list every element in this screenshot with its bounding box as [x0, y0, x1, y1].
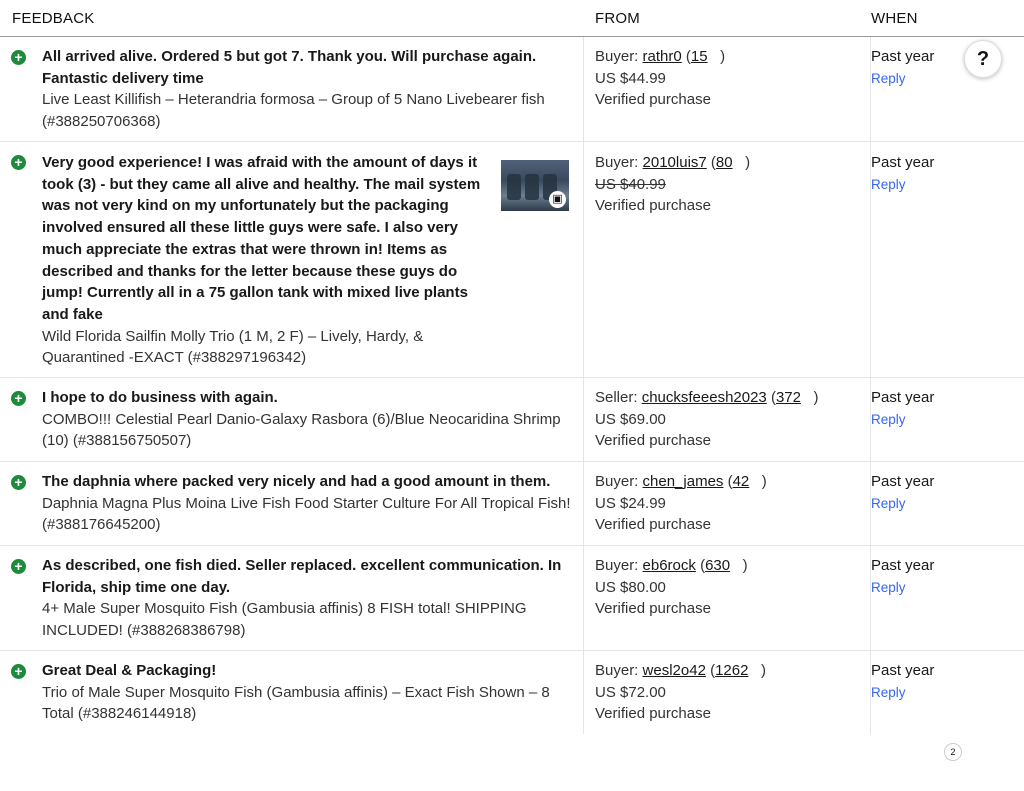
positive-rating-icon: +: [11, 155, 26, 170]
price: US $69.00: [595, 410, 666, 428]
feedback-row: [0, 378, 1024, 462]
help-button[interactable]: ?: [964, 40, 1002, 78]
from-cell: Seller: chucksfeeesh2023 (372 ) US $69.00 Verified purchase: [595, 387, 818, 452]
feedback-cell: [42, 471, 577, 536]
user-role: Buyer:: [595, 473, 643, 490]
column-header-from: FROM: [595, 10, 640, 27]
from-cell: Buyer: 2010luis7 (80 ) US $40.99 Verified purchase: [595, 152, 750, 217]
username-link[interactable]: chen_james: [642, 473, 724, 490]
when-cell: [871, 46, 934, 89]
verified-purchase-label: Verified purchase: [595, 432, 711, 450]
when-cell: [871, 387, 934, 430]
from-cell: Buyer: wesl2o42 (1262 ) US $72.00 Verified purchase: [595, 660, 766, 725]
feedback-score-link[interactable]: 630: [705, 557, 731, 574]
feedback-row: [0, 462, 1024, 546]
feedback-cell: [42, 387, 572, 452]
username-link[interactable]: eb6rock: [642, 557, 696, 574]
feedback-date: Past year: [871, 389, 935, 406]
from-cell: Buyer: eb6rock (630 ) US $80.00 Verified purchase: [595, 555, 748, 620]
price: US $24.99: [595, 494, 666, 512]
feedback-comment: Great Deal & Packaging!: [42, 662, 217, 679]
feedback-comment: Very good experience! I was afraid with the amount of days it took (3) - but they came all alive and healthy. The mail system was not very kind on my unfortunately but the packaging involved ensured all these little guys were safe. I also very much appreciate the extras that were thrown in! Items as described and thanks for the letter because these guys do jump! Currently all in a 75 gallon tank with mixed live plants and fake: [42, 154, 481, 323]
feedback-date: Past year: [871, 473, 935, 490]
user-role: Buyer:: [595, 48, 643, 65]
feedback-score-link[interactable]: 80: [715, 154, 733, 171]
column-divider: [583, 37, 584, 141]
feedback-row: [0, 651, 1024, 734]
item-title: 4+ Male Super Mosquito Fish (Gambusia affinis) 8 FISH total! SHIPPING INCLUDED! (#388268386798): [42, 600, 527, 640]
feedback-cell: [42, 46, 562, 133]
username-link[interactable]: rathr0: [642, 48, 682, 65]
feedback-date: Past year: [871, 662, 935, 679]
positive-rating-icon: +: [11, 664, 26, 679]
item-title: Daphnia Magna Plus Moina Live Fish Food Starter Culture For All Tropical Fish! (#388176645200): [42, 494, 571, 534]
user-role: Buyer:: [595, 557, 643, 574]
reply-link[interactable]: Reply: [871, 495, 906, 511]
verified-purchase-label: Verified purchase: [595, 91, 711, 109]
feedback-score-link[interactable]: 15: [690, 48, 708, 65]
feedback-row: [0, 142, 1024, 378]
price: US $80.00: [595, 578, 666, 596]
table-header: [0, 0, 1024, 37]
item-title: Wild Florida Sailfin Molly Trio (1 M, 2 F) – Lively, Hardy, & Quarantined -EXACT (#388297196342): [42, 327, 424, 367]
feedback-cell: [42, 660, 562, 725]
price: US $44.99: [595, 69, 666, 87]
price: US $40.99: [595, 175, 666, 193]
price: US $72.00: [595, 683, 666, 701]
feedback-cell: [42, 152, 482, 369]
column-divider: [583, 142, 584, 377]
column-divider: [583, 546, 584, 650]
item-title: Live Least Killifish – Heterandria formosa – Group of 5 Nano Livebearer fish (#388250706368): [42, 91, 545, 131]
feedback-row: [0, 37, 1024, 142]
feedback-comment: The daphnia where packed very nicely and had a good amount in them.: [42, 473, 551, 490]
feedback-cell: [42, 555, 572, 642]
positive-rating-icon: +: [11, 559, 26, 574]
user-role: Seller:: [595, 389, 642, 406]
item-title: COMBO!!! Celestial Pearl Danio-Galaxy Rasbora (6)/Blue Neocaridina Shrimp (10) (#388156750507): [42, 410, 561, 450]
item-title: Trio of Male Super Mosquito Fish (Gambusia affinis) – Exact Fish Shown – 8 Total (#388246144918): [42, 683, 550, 723]
feedback-score-link[interactable]: 42: [732, 473, 750, 490]
feedback-comment: All arrived alive. Ordered 5 but got 7. Thank you. Will purchase again. Fantastic delivery time: [42, 48, 537, 87]
user-role: Buyer:: [595, 154, 643, 171]
verified-purchase-label: Verified purchase: [595, 705, 711, 723]
feedback-row: [0, 546, 1024, 651]
username-link[interactable]: 2010luis7: [642, 154, 707, 171]
feedback-date: Past year: [871, 48, 935, 65]
reply-link[interactable]: Reply: [871, 579, 906, 595]
when-cell: [871, 152, 934, 195]
username-link[interactable]: wesl2o42: [642, 662, 706, 679]
feedback-comment: As described, one fish died. Seller replaced. excellent communication. In Florida, ship time one day.: [42, 557, 562, 596]
positive-rating-icon: +: [11, 50, 26, 65]
user-role: Buyer:: [595, 662, 643, 679]
feedback-comment: I hope to do business with again.: [42, 389, 278, 406]
when-cell: [871, 660, 934, 703]
page-indicator-badge[interactable]: 2: [944, 743, 962, 761]
verified-purchase-label: Verified purchase: [595, 197, 711, 215]
column-divider: [583, 378, 584, 461]
verified-purchase-label: Verified purchase: [595, 516, 711, 534]
feedback-score-link[interactable]: 1262: [715, 662, 749, 679]
feedback-date: Past year: [871, 154, 935, 171]
column-header-feedback: FEEDBACK: [12, 10, 95, 27]
column-divider: [583, 462, 584, 545]
feedback-score-link[interactable]: 372: [775, 389, 801, 406]
from-cell: Buyer: chen_james (42 ) US $24.99 Verified purchase: [595, 471, 767, 536]
reply-link[interactable]: Reply: [871, 176, 906, 192]
positive-rating-icon: +: [11, 475, 26, 490]
reply-link[interactable]: Reply: [871, 70, 906, 86]
when-cell: [871, 471, 934, 514]
from-cell: Buyer: rathr0 (15 ) US $44.99 Verified purchase: [595, 46, 725, 111]
feedback-date: Past year: [871, 557, 935, 574]
gallery-icon: ▣: [549, 191, 566, 208]
when-cell: [871, 555, 934, 598]
reply-link[interactable]: Reply: [871, 411, 906, 427]
column-header-when: WHEN: [871, 10, 918, 27]
column-divider: [583, 651, 584, 734]
feedback-photo-thumbnail[interactable]: [501, 160, 569, 211]
verified-purchase-label: Verified purchase: [595, 600, 711, 618]
reply-link[interactable]: Reply: [871, 684, 906, 700]
username-link[interactable]: chucksfeeesh2023: [641, 389, 767, 406]
positive-rating-icon: +: [11, 391, 26, 406]
